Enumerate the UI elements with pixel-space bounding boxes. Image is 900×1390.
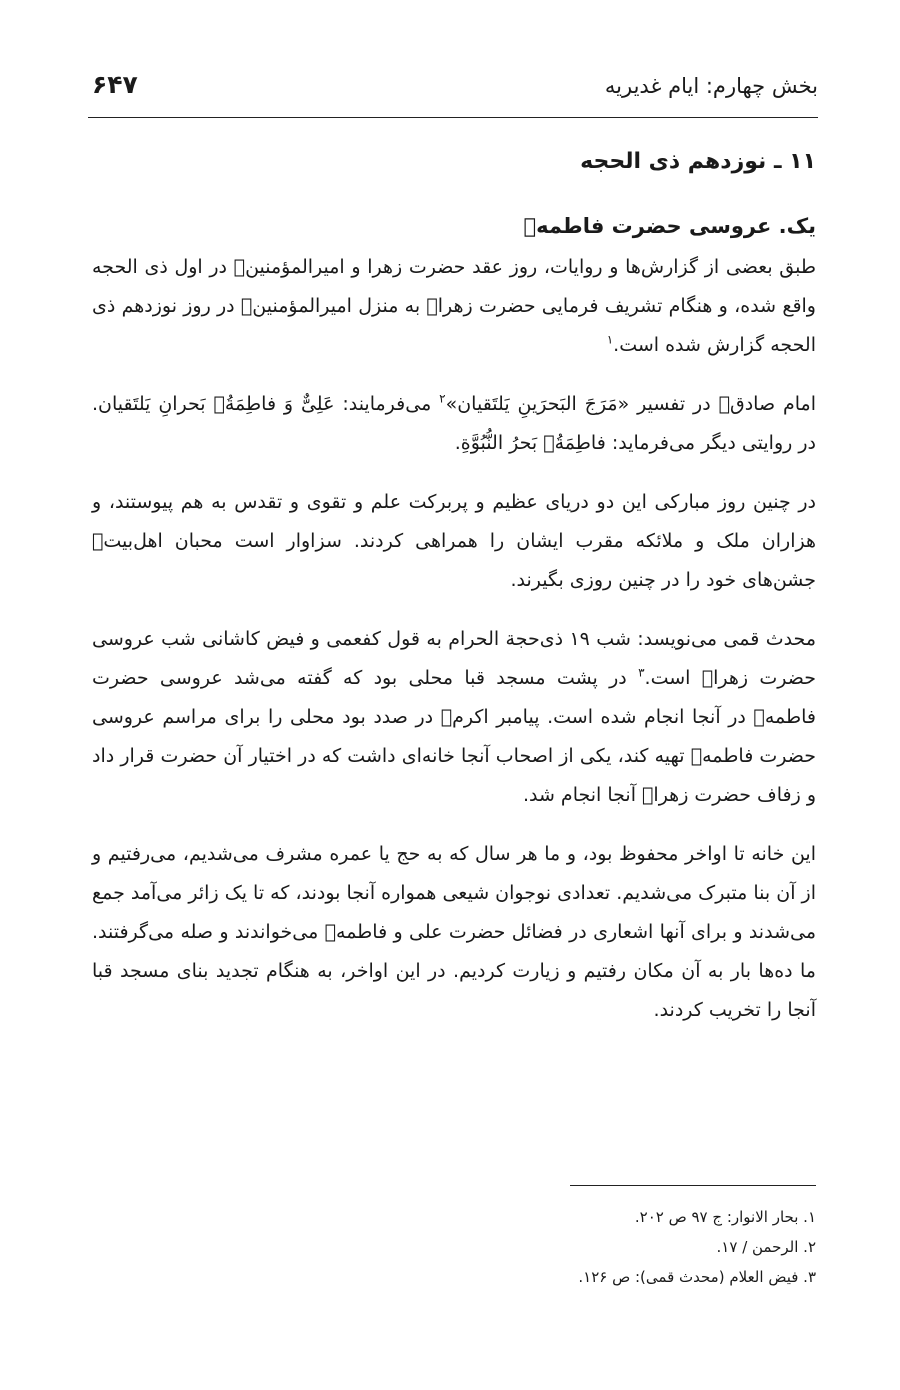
paragraph-text: محدث قمی می‌نویسد: شب ۱۹ ذی‌حجة الحرام به قول کفعمی و فیض کاشانی شب عروسی حضرت زهراؐ است. bbox=[92, 628, 816, 689]
section-heading: ۱۱ ـ نوزدهم ذی الحجه bbox=[580, 149, 816, 174]
paragraph-text: امام صادقؐ در تفسیر «مَرَجَ البَحرَینِ یَلتَقیان» bbox=[445, 393, 816, 415]
running-header-title: بخش چهارم: ایام غدیریه bbox=[604, 74, 818, 98]
paragraph-3 bbox=[92, 483, 816, 600]
main-content bbox=[92, 144, 816, 1050]
paragraph-5 bbox=[92, 835, 816, 1030]
page-header bbox=[88, 68, 818, 116]
footnote-marker: ۲ bbox=[439, 391, 446, 406]
paragraph-1 bbox=[92, 248, 816, 365]
paragraph-text: طبق بعضی از گزارش‌ها و روایات، روز عقد حضرت زهرا و امیرالمؤمنینؐ در اول ذی الحجه واقع شده، و هنگام تشریف فرمایی حضرت زهراؐ به منزل امیرالمؤمنینؐ در روز نوزدهم ذی الحجه گزارش شده است. bbox=[92, 256, 816, 356]
paragraph-text: می‌فرمایند: عَلِیٌّ وَ فاطِمَةُؐ بَحرانِ یَلتَقیان. در روایتی دیگر می‌فرماید: فاطِمَةُؐ بَحرُ النُّبُوَّةِ. bbox=[92, 393, 816, 454]
footnote-item: ۳. فیض العلام (محدث قمی): ص ۱۲۶. bbox=[578, 1268, 816, 1286]
paragraph-text: این خانه تا اواخر محفوظ بود، و ما هر سال که به حج یا عمره مشرف می‌شدیم، می‌رفتیم و از آن بنا متبرک می‌شدیم. تعدادی نوجوان شیعی همواره آنجا بودند، که تا یک زائر می‌آمد جمع می‌شدند و برای آنها اشعاری در فضائل حضرت علی و فاطمهؐ می‌خواندند و صله می‌گرفتند. ما ده‌ها بار به آن مکان رفتیم و زیارت کردیم. در این اواخر، به هنگام تجدید بنای مسجد قبا آنجا را تخریب کردند. bbox=[92, 843, 816, 1021]
footnote-marker: ۳ bbox=[638, 665, 645, 680]
paragraph-4 bbox=[92, 620, 816, 815]
header-divider bbox=[88, 117, 818, 118]
footnotes bbox=[316, 1202, 816, 1292]
footnote-marker: ۱ bbox=[606, 332, 614, 347]
paragraph-2 bbox=[92, 385, 816, 463]
paragraph-text: در پشت مسجد قبا محلی بود که گفته می‌شد عروسی حضرت فاطمهؐ در آنجا انجام شده است. پیامبر اکرمؒ در صدد بود محلی را برای مراسم عروسی حضرت فاطمهؐ تهیه کند، یکی از اصحاب آنجا خانه‌ای داشت که در اختیار آن حضرت قرار داد و زفاف حضرت زهراؐ آنجا انجام شد. bbox=[92, 667, 816, 806]
subsection-heading: یک. عروسی حضرت فاطمهؐ bbox=[523, 214, 816, 238]
footnote-item: ۲. الرحمن / ۱۷. bbox=[716, 1238, 816, 1256]
page-number: ۶۴۷ bbox=[92, 70, 138, 99]
footnote-divider bbox=[570, 1185, 816, 1186]
footnote-item: ۱. بحار الانوار: ج ۹۷ ص ۲۰۲. bbox=[634, 1208, 816, 1226]
paragraph-text: در چنین روز مبارکی این دو دریای عظیم و پربرکت علم و تقوی و تقدس به هم پیوستند، و هزاران ملک و ملائکه مقرب ایشان را همراهی کردند. سزاوار است محبان اهل‌بیتؐ جشن‌های خود را در چنین روزی بگیرند. bbox=[92, 491, 816, 591]
